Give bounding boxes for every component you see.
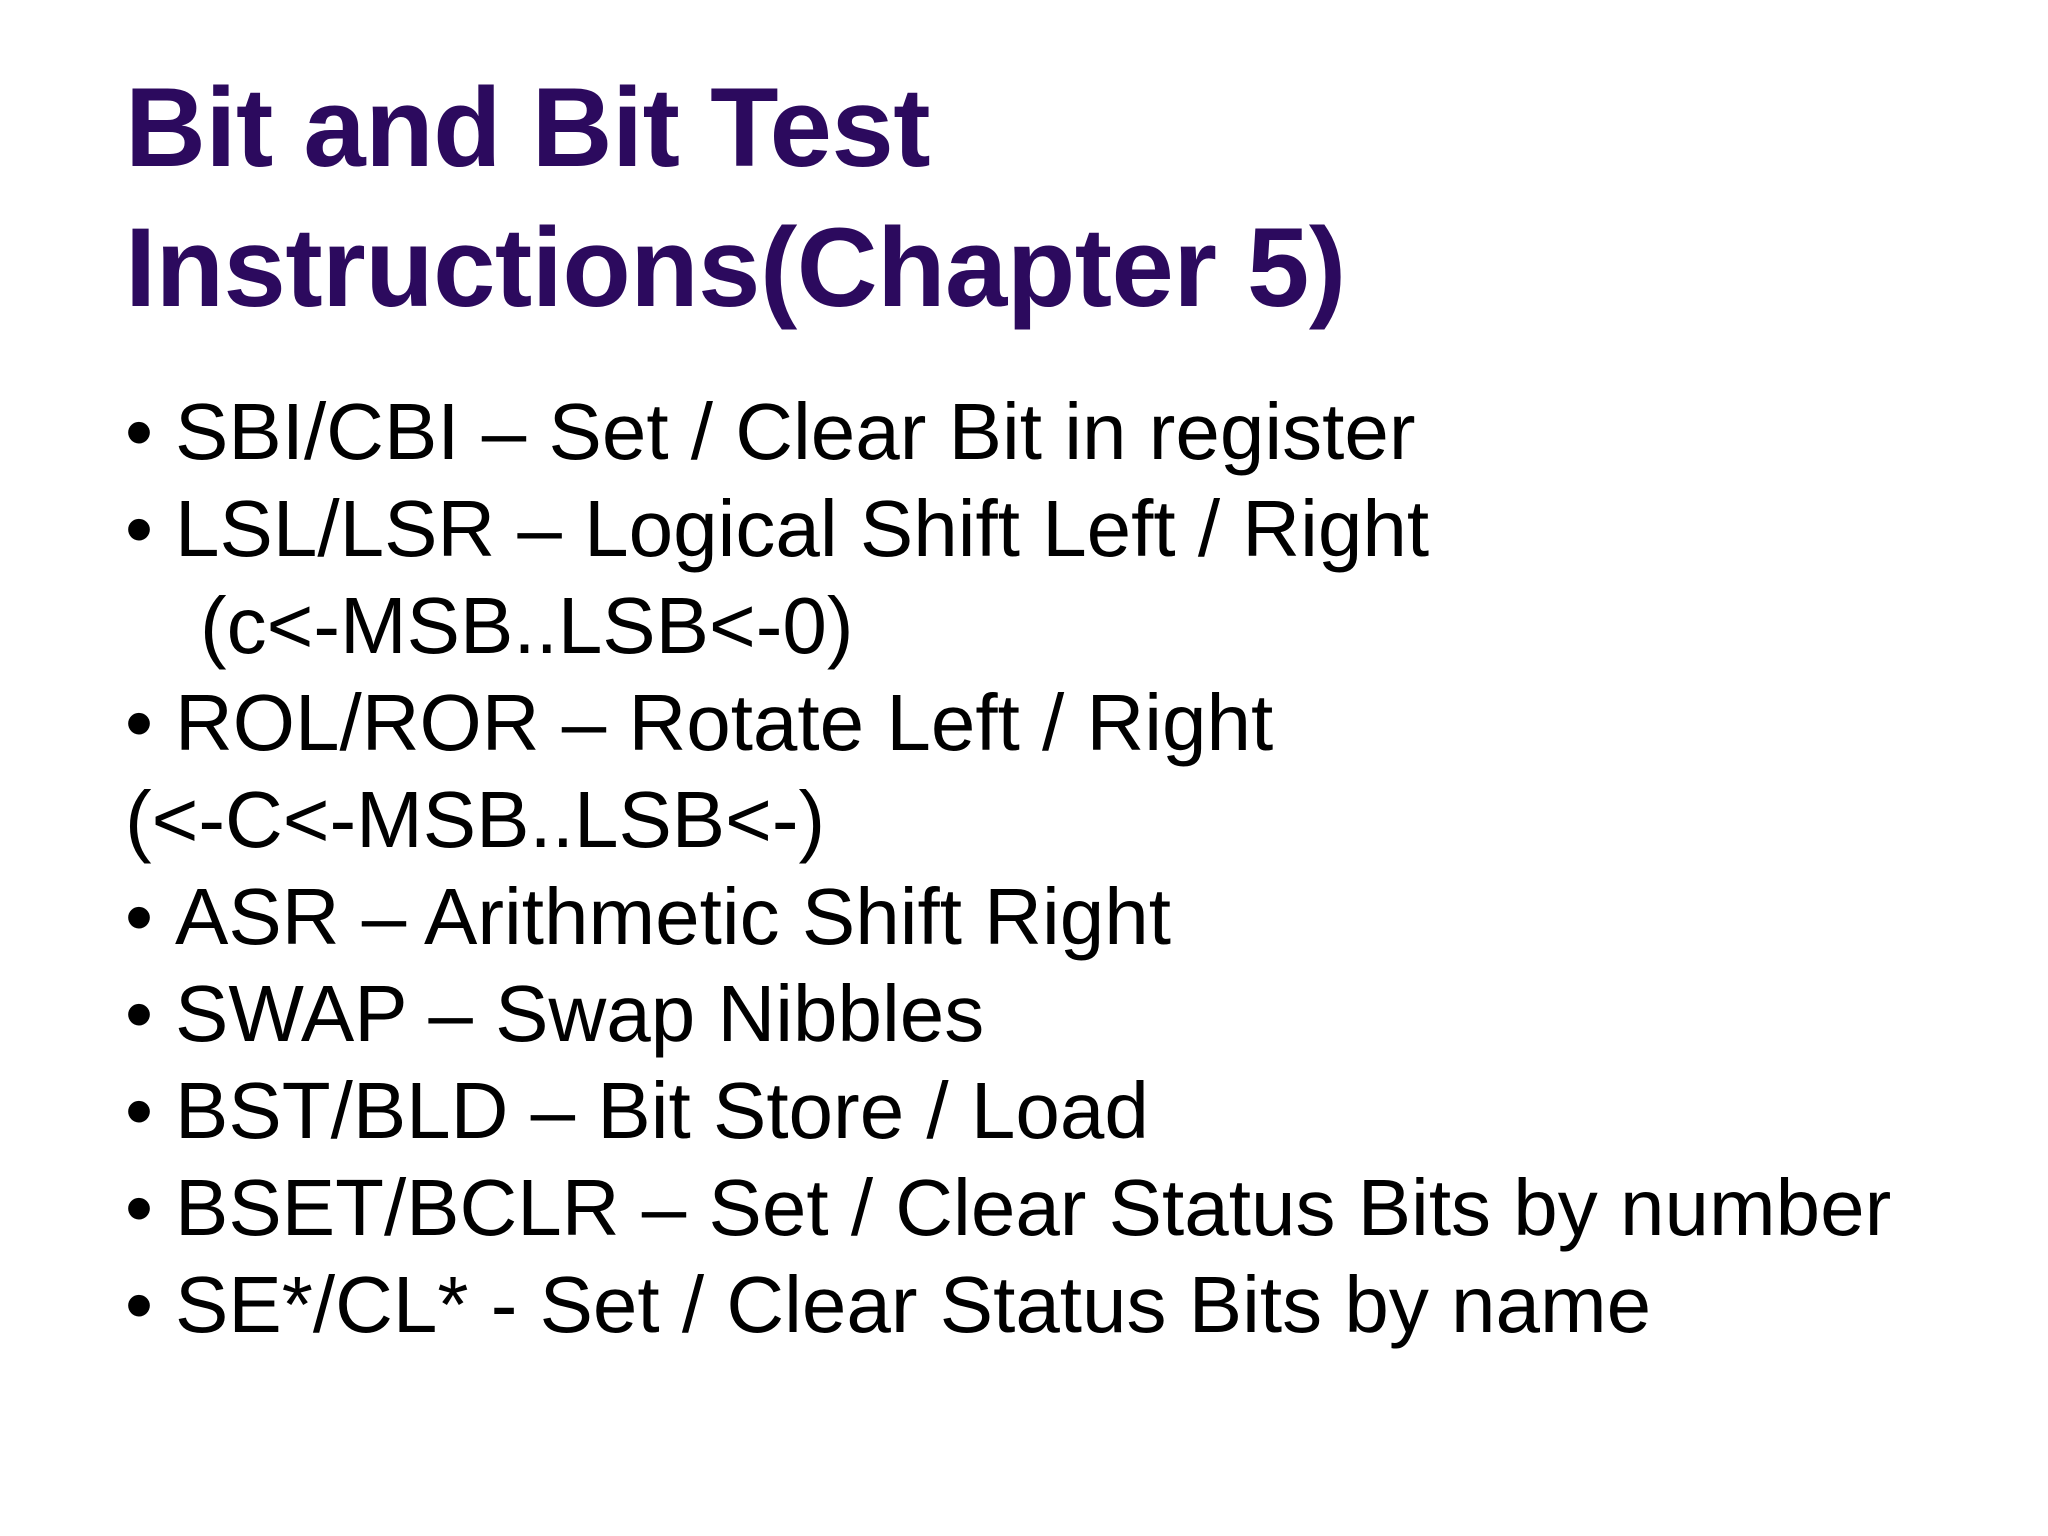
bullet-list xyxy=(125,383,1891,1353)
bullet-icon: • xyxy=(125,678,154,767)
list-item-text: (c<-MSB..LSB<-0) xyxy=(200,581,854,670)
bullet-icon: • xyxy=(125,1163,154,1252)
list-item xyxy=(125,1256,1891,1353)
list-item xyxy=(125,965,1891,1062)
list-item-text: LSL/LSR – Logical Shift Left / Right xyxy=(175,484,1430,573)
list-item xyxy=(125,480,1891,577)
list-item xyxy=(125,1062,1891,1159)
list-item-text: SE*/CL* - Set / Clear Status Bits by name xyxy=(175,1260,1652,1349)
list-item xyxy=(125,383,1891,480)
slide-title-line-1: Bit and Bit Test xyxy=(125,65,931,190)
bullet-icon: • xyxy=(125,1260,154,1349)
bullet-icon: • xyxy=(125,969,154,1058)
list-item xyxy=(125,1159,1891,1256)
bullet-icon: • xyxy=(125,387,154,476)
bullet-icon: • xyxy=(125,1066,154,1155)
list-item-text: BST/BLD – Bit Store / Load xyxy=(175,1066,1149,1155)
list-item-continuation xyxy=(125,771,1891,868)
slide-title xyxy=(125,58,1346,338)
list-item-text: BSET/BCLR – Set / Clear Status Bits by number xyxy=(175,1163,1892,1252)
list-item-text: ROL/ROR – Rotate Left / Right xyxy=(175,678,1274,767)
list-item-continuation xyxy=(125,577,1891,674)
list-item-text: ASR – Arithmetic Shift Right xyxy=(175,872,1171,961)
list-item-text: SWAP – Swap Nibbles xyxy=(175,969,985,1058)
list-item xyxy=(125,868,1891,965)
list-item-text: (<-C<-MSB..LSB<-) xyxy=(125,775,826,864)
list-item-text: SBI/CBI – Set / Clear Bit in register xyxy=(175,387,1416,476)
bullet-icon: • xyxy=(125,872,154,961)
bullet-icon: • xyxy=(125,484,154,573)
list-item xyxy=(125,674,1891,771)
slide-title-line-2: Instructions(Chapter 5) xyxy=(125,205,1346,330)
